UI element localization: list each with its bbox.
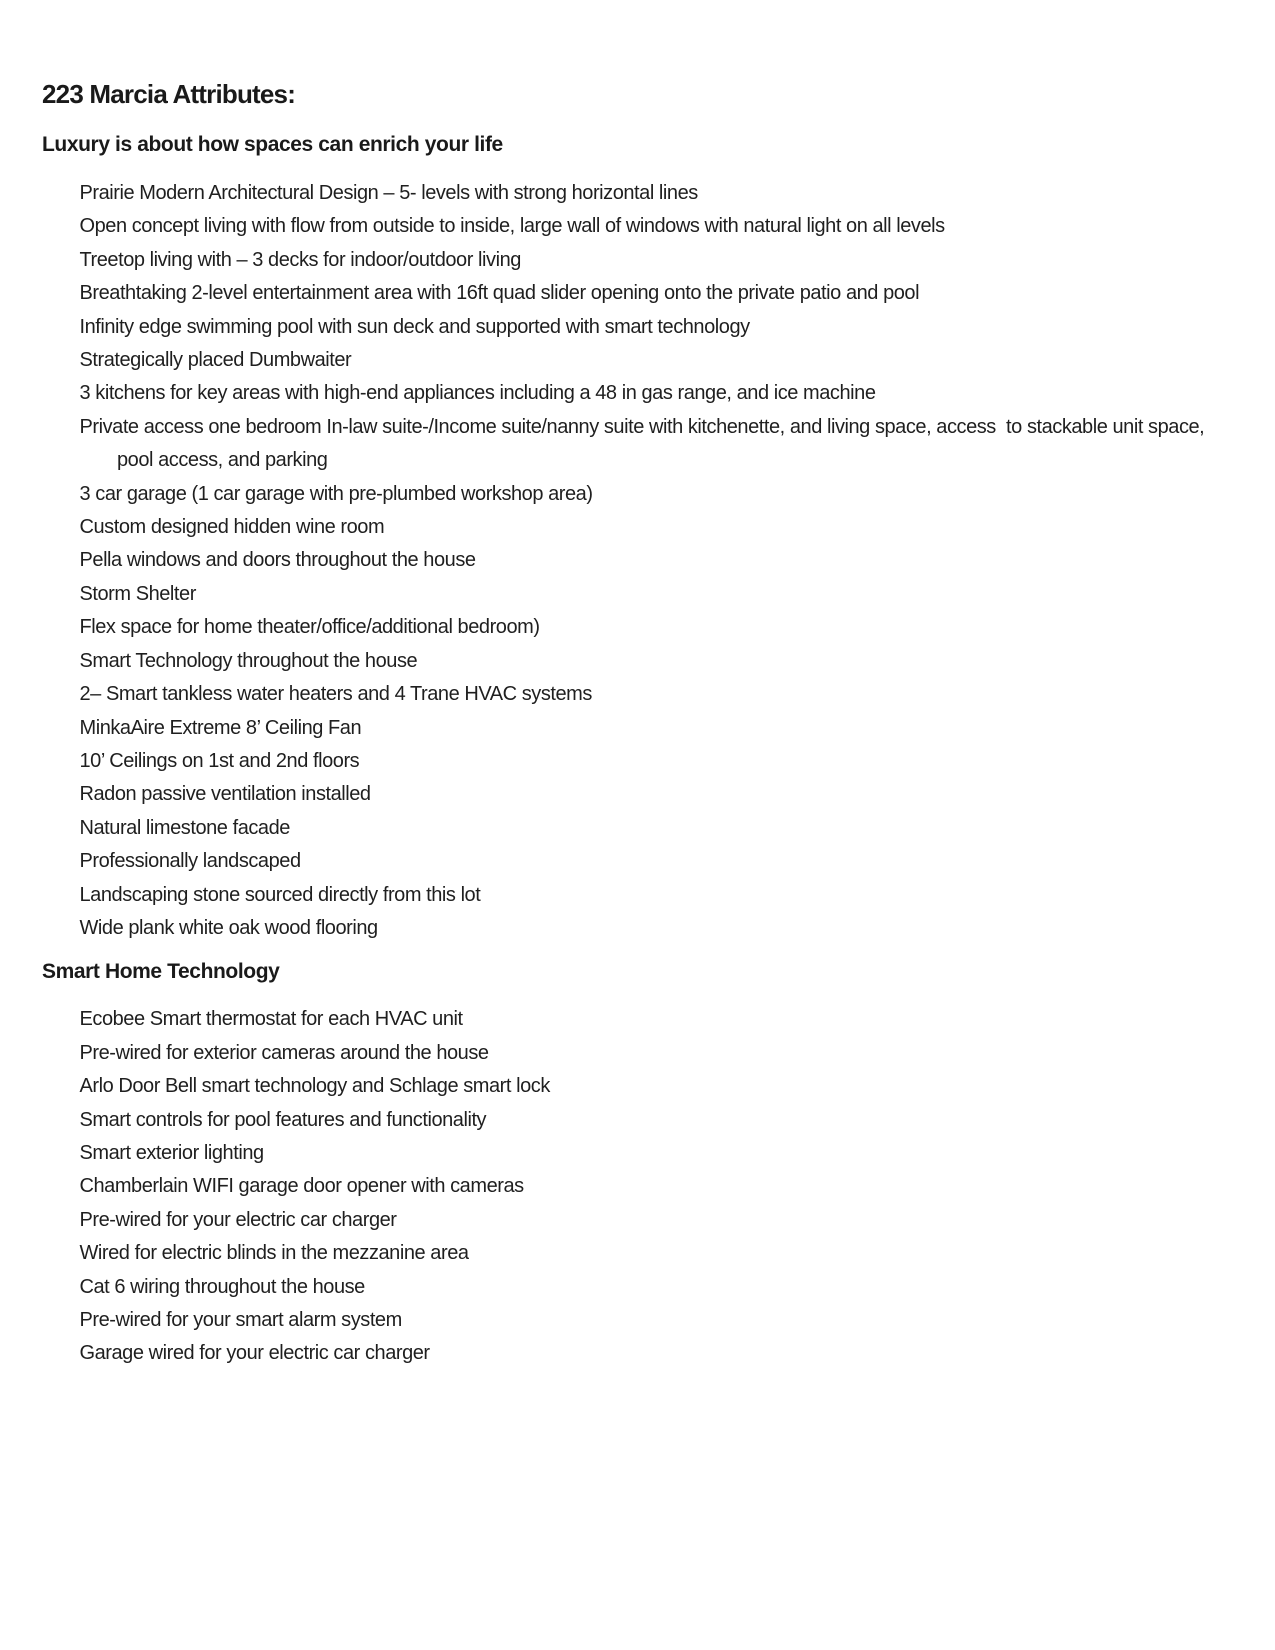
attribute-item: Chamberlain WIFI garage door opener with cameras bbox=[79, 1175, 524, 1198]
attribute-item: Garage wired for your electric car charger bbox=[79, 1342, 430, 1365]
attribute-item: Pre-wired for exterior cameras around the house bbox=[79, 1041, 489, 1064]
attribute-item: Pre-wired for your smart alarm system bbox=[79, 1309, 402, 1331]
document-section bbox=[42, 957, 1233, 1370]
document-content bbox=[42, 0, 1233, 1371]
attribute-item: Custom designed hidden wine room bbox=[79, 516, 385, 539]
attribute-item: Ecobee Smart thermostat for each HVAC unit bbox=[79, 1008, 463, 1031]
attribute-item: Storm Shelter bbox=[79, 582, 196, 605]
attribute-item: Professionally landscaped bbox=[79, 850, 301, 873]
document-title: 223 Marcia Attributes: bbox=[42, 79, 296, 109]
attribute-item: Wired for electric blinds in the mezzanine area bbox=[79, 1242, 469, 1265]
attribute-item: Landscaping stone sourced directly from this lot bbox=[79, 883, 481, 906]
attribute-item: Flex space for home theater/office/additional bedroom) bbox=[79, 616, 540, 639]
section-heading: Smart Home Technology bbox=[42, 960, 280, 984]
attribute-item: Infinity edge swimming pool with sun deck and supported with smart technology bbox=[79, 315, 750, 338]
attribute-item: MinkaAire Extreme 8’ Ceiling Fan bbox=[79, 716, 362, 739]
attribute-item: Radon passive ventilation installed bbox=[79, 783, 371, 806]
attribute-item: 3 car garage (1 car garage with pre-plumbed workshop area) bbox=[79, 482, 593, 505]
attribute-item: Pella windows and doors throughout the house bbox=[79, 549, 476, 572]
section-list bbox=[42, 177, 1233, 945]
attribute-item: Natural limestone facade bbox=[79, 816, 290, 839]
attribute-item: Strategically placed Dumbwaiter bbox=[79, 349, 352, 372]
attribute-item: 10’ Ceilings on 1st and 2nd floors bbox=[79, 749, 360, 772]
attribute-item: Cat 6 wiring throughout the house bbox=[79, 1275, 365, 1298]
section-heading: Luxury is about how spaces can enrich your life bbox=[42, 133, 503, 156]
attribute-item: Smart exterior lighting bbox=[79, 1141, 264, 1164]
attribute-item: Smart controls for pool features and functionality bbox=[79, 1108, 487, 1131]
attribute-item: Open concept living with flow from outside to inside, large wall of windows with natural light on all levels bbox=[79, 215, 945, 238]
attribute-item: Private access one bedroom In-law suite-/Income suite/nanny suite with kitchenette, and living space, access to stackable unit space, pool access, and parking bbox=[79, 415, 1210, 472]
section-list bbox=[42, 1003, 1233, 1370]
attribute-item: 3 kitchens for key areas with high-end appliances including a 48 in gas range, and ice machine bbox=[79, 382, 876, 405]
attribute-item: Prairie Modern Architectural Design – 5- levels with strong horizontal lines bbox=[79, 182, 698, 204]
attribute-item: Smart Technology throughout the house bbox=[79, 649, 418, 672]
attribute-item: Treetop living with – 3 decks for indoor/outdoor living bbox=[79, 248, 521, 271]
attribute-item: Pre-wired for your electric car charger bbox=[79, 1208, 397, 1231]
attribute-item: Arlo Door Bell smart technology and Schlage smart lock bbox=[79, 1075, 550, 1098]
document-section bbox=[42, 130, 1233, 945]
attribute-item: 2– Smart tankless water heaters and 4 Trane HVAC systems bbox=[79, 683, 592, 706]
attribute-item: Wide plank white oak wood flooring bbox=[79, 916, 378, 939]
attribute-item: Breathtaking 2-level entertainment area with 16ft quad slider opening onto the private patio and pool bbox=[79, 282, 920, 305]
